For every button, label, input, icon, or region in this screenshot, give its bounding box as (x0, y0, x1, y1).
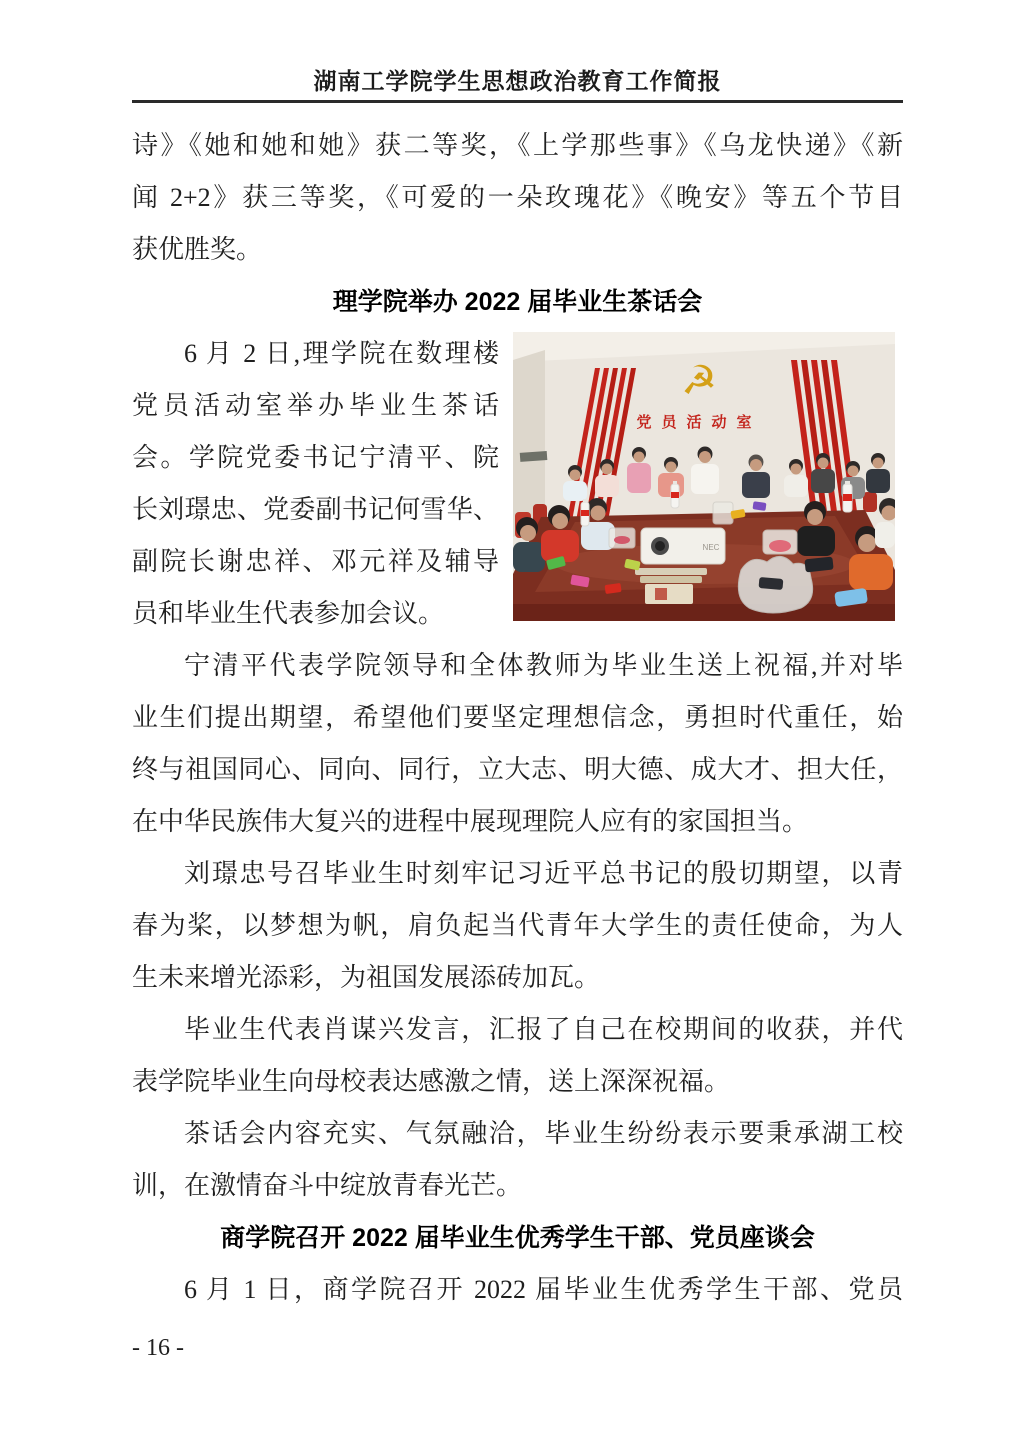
text-line: 毕业生代表肖谋兴发言，汇报了自己在校期间的收获，并代 (184, 1015, 903, 1044)
section1-para1 (132, 328, 499, 640)
text-line: 闻 2+2》获三等奖，《可爱的一朵玫瑰花》《晚安》等五个节目 (132, 183, 903, 212)
section1-para3 (132, 848, 903, 1004)
text-line: 6 月 2 日,理学院在数理楼 (184, 339, 499, 368)
party-emblem-icon: ☭ (681, 358, 717, 404)
text-line: 终与祖国同心、同向、同行，立大志、明大德、成大才、担大任， (132, 755, 903, 784)
section1-heading: 理学院举办 2022 届毕业生茶话会 (332, 288, 703, 316)
text-line: 春为桨，以梦想为帆，肩负起当代青年大学生的责任使命，为人 (132, 911, 903, 940)
section2-para1 (132, 1264, 903, 1316)
header-rule (132, 100, 903, 103)
section1-photo-row (132, 328, 903, 640)
section1-para2 (132, 640, 903, 848)
text-line: 会。学院党委书记宁清平、院 (132, 443, 499, 472)
projector (641, 528, 725, 564)
text-line: 员和毕业生代表参加会议。 (132, 599, 445, 628)
page-content (132, 0, 903, 1364)
bulletin-header-title: 湖南工学院学生思想政治教育工作简报 (313, 68, 722, 94)
page-number: - 16 - (132, 1335, 184, 1361)
text-line: 在中华民族伟大复兴的进程中展现理院人应有的家国担当。 (132, 807, 809, 836)
section1-para4 (132, 1004, 903, 1108)
section1-para5 (132, 1108, 903, 1212)
text-line: 训，在激情奋斗中绽放青春光芒。 (132, 1171, 523, 1200)
text-line: 副院长谢忠祥、邓元祥及辅导 (132, 547, 499, 576)
text-line: 生未来增光添彩，为祖国发展添砖加瓦。 (132, 963, 601, 992)
air-vent (520, 451, 548, 462)
text-line: 表学院毕业生向母校表达感激之情，送上深深祝福。 (132, 1067, 731, 1096)
meeting-photo-illustration (513, 332, 895, 621)
text-line: 党员活动室举办毕业生茶话 (132, 391, 499, 420)
text-line: 茶话会内容充实、气氛融洽，毕业生纷纷表示要秉承湖工校 (184, 1119, 903, 1148)
section2-heading: 商学院召开 2022 届毕业生优秀学生干部、党员座谈会 (220, 1224, 815, 1252)
text-line: 长刘璟忠、党委副书记何雪华、 (132, 495, 499, 524)
text-line: 宁清平代表学院领导和全体教师为毕业生送上祝福,并对毕 (184, 651, 903, 680)
wall-slogan-text: 党员活动室 (636, 414, 762, 431)
projector-brand-label: NEC (702, 543, 720, 552)
text-line: 6 月 1 日，商学院召开 2022 届毕业生优秀学生干部、党员 (184, 1275, 903, 1304)
text-line: 业生们提出期望，希望他们要坚定理想信念，勇担时代重任，始 (132, 703, 903, 732)
text-line: 刘璟忠号召毕业生时刻牢记习近平总书记的殷切期望，以青 (184, 859, 903, 888)
text-line: 诗》《她和她和她》获二等奖，《上学那些事》《乌龙快递》《新 (132, 131, 903, 160)
intro-paragraph (132, 120, 903, 276)
meeting-photo (513, 332, 895, 621)
text-line: 获优胜奖。 (132, 235, 263, 264)
